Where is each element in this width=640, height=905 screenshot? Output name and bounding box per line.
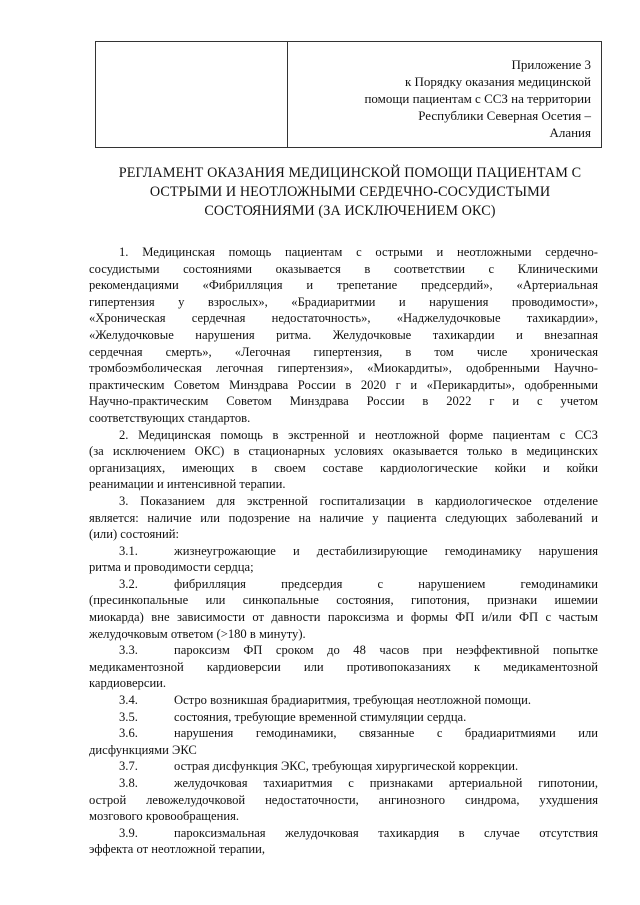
list-item [89,709,598,726]
list-item [89,642,598,692]
text-line: гипертензия у взрослых», «Брадиаритмии и нарушения проводимости», [89,294,598,309]
text-line: является: наличие или подозрение на наличие у пациента следующих заболеваний и [89,510,598,525]
text-line: рекомендациями «Фибрилляция и трепетание предсердий», «Артериальная [89,278,598,293]
text-line: 1. Медицинская помощь пациентам с острыми и неотложными сердечно- [119,245,598,259]
title-line: РЕГЛАМЕНТ ОКАЗАНИЯ МЕДИЦИНСКОЙ ПОМОЩИ ПАЦИЕНТАМ С [118,165,582,181]
text-line: острая дисфункция ЭКС, требующая хирургической коррекции. [174,759,519,774]
paragraph-3 [89,493,598,543]
appendix-line: к Порядку оказания медицинской [404,74,591,89]
appendix-line: Алания [549,125,591,140]
appendix-line: Приложение 3 [511,57,591,72]
text-line: желудочковым ответом (>180 в минуту). [89,626,306,641]
text-line: тромбоэмболическая легочная гипертензия», «Миокардиты», одобренными Научно- [89,361,598,376]
text-line: (пресинкопальные или синкопальные состояния, гипотония, признаки ишемии [89,593,598,608]
text-line: жизнеугрожающие и дестабилизирующие гемодинамику нарушения [174,543,598,558]
paragraph-1 [89,244,598,427]
text-line: 3. Показанием для экстренной госпитализации в кардиологическое отделение [119,493,598,508]
list-item [89,825,598,858]
item-number: 3.2. [119,576,138,591]
item-number: 3.6. [119,726,138,741]
text-line: «Желудочковые нарушения ритма. Желудочковые тахикардии и внезапная [89,327,598,342]
list-item [89,576,598,642]
text-line: состояния, требующие временной стимуляции сердца. [174,709,467,724]
document-body [89,244,598,858]
text-line: Остро возникшая брадиаритмия, требующая неотложной помощи. [174,693,532,708]
appendix-line: Республики Северная Осетия – [418,108,591,123]
list-item [89,758,598,775]
text-line: (за исключением ОКС) в стационарных условиях оказывается только в медицинских [89,444,598,459]
item-number: 3.8. [119,776,138,790]
text-line: Научно-практическим Советом Минздрава России в 2022 г и с учетом [89,394,598,409]
text-line: желудочковая тахиаритмия с признаками артериальной гипотонии, [174,776,598,790]
text-line: практическим Советом Минздрава России в 2020 г и «Перикардиты», одобренными [89,377,598,392]
text-line: нарушения гемодинамики, связанные с брадиаритмиями или [174,726,598,741]
appendix-line: помощи пациентам с ССЗ на территории [364,91,591,106]
text-line: сердечная смерть», «Легочная гипертензия, в том числе хроническая [89,344,598,359]
text-line: пароксизм ФП сроком до 48 часов при неэффективной попытке [174,643,598,658]
text-line: пароксизмальная желудочковая тахикардия в случае отсутствия [174,825,598,840]
item-number: 3.5. [119,709,138,724]
document-title [100,164,600,221]
item-number: 3.4. [119,693,138,708]
text-line: (или) состояний: [89,527,179,542]
text-line: ритма и проводимости сердца; [89,560,254,575]
text-line: фибрилляция предсердия с нарушением гемодинамики [174,576,598,591]
text-line: 2. Медицинская помощь в экстренной и неотложной форме пациентам с ССЗ [119,427,598,442]
item-number: 3.1. [119,543,138,558]
text-line: миокарда) вне зависимости от давности пароксизма и формы ФП и/или ФП с частым [89,610,598,625]
paragraph-2 [89,427,598,493]
text-line: мозгового кровообращения. [89,809,240,824]
title-line: СОСТОЯНИЯМИ (ЗА ИСКЛЮЧЕНИЕМ ОКС) [204,203,496,219]
list-item [89,725,598,758]
text-line: эффекта от неотложной терапии, [89,842,266,857]
text-line: организациях, имеющих в своем составе кардиологические койки и койки [89,460,598,475]
text-line: медикаментозной кардиоверсии или противопоказаниях к медикаментозной [89,659,598,674]
list-item [89,775,598,825]
item-number: 3.3. [119,643,138,658]
title-line: ОСТРЫМИ И НЕОТЛОЖНЫМИ СЕРДЕЧНО-СОСУДИСТЫМИ [149,184,551,200]
text-line: острой левожелудочковой недостаточности, ангинозного синдрома, ухудшения [89,792,598,807]
item-number: 3.7. [119,759,138,774]
text-line: «Хроническая сердечная недостаточность», «Наджелудочковые тахикардии», [89,311,598,326]
text-line: дисфункциями ЭКС [89,742,197,757]
text-line: кардиоверсии. [89,676,167,691]
appendix-header [288,42,601,147]
item-number: 3.9. [119,825,138,840]
text-line: соответствующих стандартов. [89,410,251,425]
text-line: реанимации и интенсивной терапии. [89,477,286,492]
header-empty-cell [96,42,288,147]
list-item [89,692,598,709]
header-table [95,41,602,148]
list-item [89,543,598,576]
text-line: сосудистыми состояниями оказывается в соответствии с Клиническими [89,261,598,276]
